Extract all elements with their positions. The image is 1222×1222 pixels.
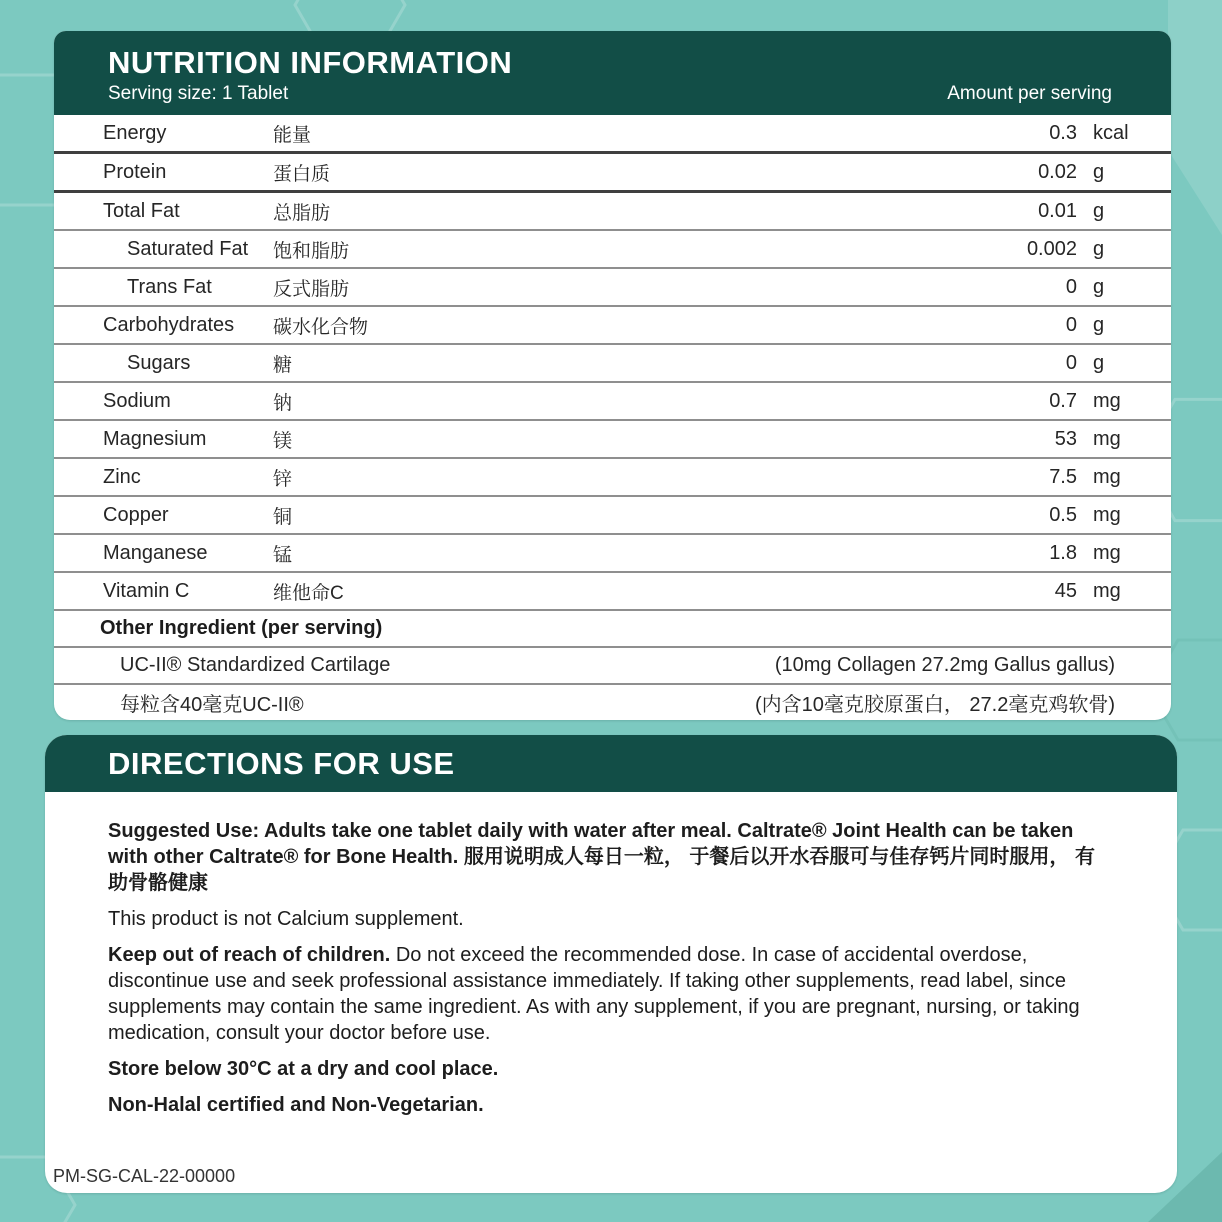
nutrient-value: 0.02 <box>1038 160 1077 183</box>
footer-code: PM-SG-CAL-22-00000 <box>48 1164 245 1189</box>
nutrient-name-en: Total Fat <box>103 199 180 222</box>
direction-paragraph-text: Store below 30°C at a dry and cool place. <box>108 1058 499 1080</box>
nutrient-unit: g <box>1093 160 1105 183</box>
nutrient-name-en: Sodium <box>103 389 171 412</box>
direction-paragraph <box>108 1092 1111 1118</box>
nutrient-unit: mg <box>1093 389 1121 412</box>
direction-paragraph-text: Do not exceed the recommended dose. In case of accidental overdose, discontinue use and seek professional assistance immediately. If taking other supplements, read label, since supplements may contain the same ingredient. As with any supplement, if you are pregnant, nursing, or taking medication, consult your doctor before use. <box>108 944 1080 1044</box>
nutrient-name-en: Vitamin C <box>103 579 190 602</box>
nutrient-unit: mg <box>1093 427 1121 450</box>
nutrient-row <box>54 231 1171 269</box>
nutrition-table <box>54 115 1171 611</box>
nutrient-name-en: Sugars <box>127 351 191 374</box>
other-ingredient-name: 每粒含40毫克UC-II® <box>120 694 304 716</box>
nutrient-name-en: Copper <box>103 503 169 526</box>
nutrient-row <box>54 535 1171 573</box>
nutrient-name-zh: 总脂肪 <box>273 202 331 224</box>
nutrient-row <box>54 421 1171 459</box>
nutrient-row <box>54 459 1171 497</box>
nutrient-value: 0.3 <box>1049 121 1077 144</box>
direction-paragraph-text: Suggested Use: Adults take one tablet daily with water after meal. Caltrate® Joint Health can be taken with other Caltrate® for Bone Health. 服用说明成人每日一粒， 于餐后以开水吞服可与佳存钙片同时服用， 有助骨骼健康 <box>108 820 1095 894</box>
nutrient-unit: mg <box>1093 465 1121 488</box>
nutrient-value: 7.5 <box>1049 465 1077 488</box>
direction-paragraph <box>108 1056 1111 1082</box>
nutrient-value: 0 <box>1065 351 1077 374</box>
nutrient-unit: g <box>1093 351 1105 374</box>
nutrient-row <box>54 269 1171 307</box>
nutrient-row <box>54 115 1171 154</box>
other-ingredient-rows <box>54 648 1171 720</box>
nutrient-name-zh: 锌 <box>273 468 293 490</box>
nutrition-title: NUTRITION INFORMATION <box>108 45 513 80</box>
nutrient-row <box>54 193 1171 231</box>
nutrient-value: 0.5 <box>1049 503 1077 526</box>
nutrient-name-zh: 钠 <box>273 392 293 414</box>
direction-paragraph-text: Non-Halal certified and Non-Vegetarian. <box>108 1094 484 1116</box>
nutrient-name-en: Saturated Fat <box>127 237 249 260</box>
nutrient-name-zh: 锰 <box>273 544 293 566</box>
nutrient-name-en: Magnesium <box>103 427 207 450</box>
nutrient-value: 0.01 <box>1038 199 1077 222</box>
nutrient-name-zh: 铜 <box>273 506 293 528</box>
nutrient-row <box>54 307 1171 345</box>
other-ingredient-row <box>54 648 1171 685</box>
nutrient-value: 0.002 <box>1026 237 1077 260</box>
nutrient-unit: g <box>1093 199 1105 222</box>
direction-paragraph <box>108 942 1111 1046</box>
nutrient-name-en: Energy <box>103 121 167 144</box>
nutrient-unit: g <box>1093 275 1105 298</box>
nutrient-name-zh: 反式脂肪 <box>273 278 350 300</box>
amount-per-serving-label: Amount per serving <box>947 83 1112 104</box>
nutrient-row <box>54 345 1171 383</box>
directions-header <box>45 735 1177 792</box>
nutrient-row <box>54 383 1171 421</box>
nutrient-name-en: Trans Fat <box>127 275 212 298</box>
nutrient-name-en: Manganese <box>103 541 208 564</box>
other-ingredient-amount: (内含10毫克胶原蛋白， 27.2毫克鸡软骨) <box>754 694 1115 716</box>
directions-for-use-panel <box>45 735 1177 1193</box>
nutrient-name-zh: 糖 <box>273 354 293 376</box>
nutrient-unit: mg <box>1093 503 1121 526</box>
other-ingredient-header: Other Ingredient (per serving) <box>54 611 1171 648</box>
directions-title: DIRECTIONS FOR USE <box>108 745 455 781</box>
nutrient-row <box>54 573 1171 611</box>
other-ingredient-amount: (10mg Collagen 27.2mg Gallus gallus) <box>774 654 1115 676</box>
direction-paragraph <box>108 818 1111 896</box>
nutrient-name-en: Protein <box>103 160 167 183</box>
nutrient-value: 0 <box>1065 313 1077 336</box>
nutrient-name-en: Zinc <box>103 465 141 488</box>
direction-paragraph <box>108 906 1111 932</box>
nutrient-name-zh: 饱和脂肪 <box>273 240 350 262</box>
direction-paragraph-text: This product is not Calcium supplement. <box>108 908 464 930</box>
nutrient-name-zh: 蛋白质 <box>273 163 331 185</box>
other-ingredient-name: UC-II® Standardized Cartilage <box>120 654 391 676</box>
nutrient-unit: g <box>1093 313 1105 336</box>
nutrient-value: 53 <box>1054 427 1077 450</box>
directions-body <box>45 792 1177 1148</box>
nutrient-row <box>54 497 1171 535</box>
nutrient-value: 45 <box>1054 579 1077 602</box>
nutrient-value: 1.8 <box>1049 541 1077 564</box>
nutrient-name-zh: 碳水化合物 <box>273 316 369 338</box>
serving-size-label: Serving size: 1 Tablet <box>108 83 289 104</box>
nutrient-name-zh: 能量 <box>273 124 312 146</box>
nutrition-header <box>54 31 1171 115</box>
nutrient-unit: kcal <box>1093 121 1129 144</box>
nutrient-unit: mg <box>1093 541 1121 564</box>
other-ingredient-row <box>54 685 1171 720</box>
serving-row <box>108 83 1112 105</box>
nutrient-unit: g <box>1093 237 1105 260</box>
nutrient-name-zh: 维他命C <box>273 582 344 604</box>
nutrient-value: 0 <box>1065 275 1077 298</box>
nutrition-information-panel <box>54 31 1171 720</box>
nutrient-row <box>54 154 1171 193</box>
nutrient-value: 0.7 <box>1049 389 1077 412</box>
nutrient-name-en: Carbohydrates <box>103 313 235 336</box>
direction-paragraph-lead: Keep out of reach of children. <box>108 944 391 966</box>
nutrient-name-zh: 镁 <box>273 430 293 452</box>
nutrient-unit: mg <box>1093 579 1121 602</box>
